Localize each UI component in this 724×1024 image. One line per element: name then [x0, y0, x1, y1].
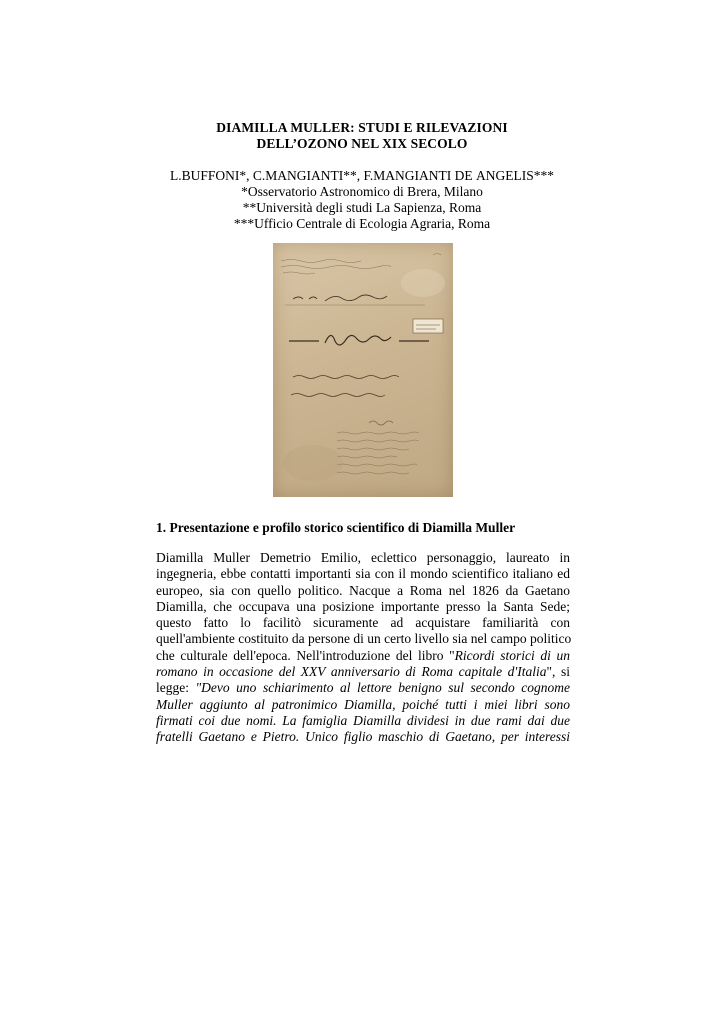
body-text: Diamilla Muller Demetrio Emilio, eclettico personaggio, laureato in [156, 550, 570, 565]
body-line [156, 680, 570, 696]
paper-title [150, 120, 574, 152]
author-3-name-2: E [464, 168, 477, 183]
manuscript-illustration [273, 243, 453, 497]
body-paragraph [156, 550, 570, 746]
italic-text: fratelli Gaetano e Pietro. Unico figlio maschio di Gaetano, per interessi [156, 729, 570, 745]
author-3-initial-2: D [454, 168, 465, 183]
affiliation-1: *Osservatorio Astronomico di Brera, Milano [241, 184, 483, 199]
author-3-name: ANGIANTI [385, 168, 455, 183]
author-2-initial: C.M [252, 168, 278, 183]
body-text: europeo, sia con quello politico. Nacque a Roma nel 1826 da Gaetano [156, 582, 570, 598]
body-line [156, 615, 570, 631]
italic-text: Ricordi storici di un [454, 647, 570, 663]
body-text: ", si [546, 664, 570, 680]
author-3-name-3: NGELIS [485, 168, 534, 183]
body-text: Diamilla, che occupava una posizione importante presso la Santa Sede; [156, 598, 570, 614]
italic-text: "Devo uno schiarimento al lettore benigno sul secondo cognome [195, 680, 570, 696]
author-3-initial-3: A [476, 168, 486, 183]
body-line [156, 648, 570, 664]
body-line [156, 566, 570, 582]
title-line-1: DIAMILLA MULLER: STUDI E RILEVAZIONI [216, 120, 508, 135]
affiliation-2: **Università degli studi La Sapienza, Roma [242, 200, 482, 215]
body-line [156, 550, 570, 566]
body-line [156, 631, 570, 647]
body-line [156, 697, 570, 713]
author-2-name: ANGIANTI [277, 168, 344, 183]
italic-text: firmati coi due nomi. La famiglia Diamilla dividesi in due rami dai due [156, 712, 570, 728]
body-text: ingegneria, ebbe contatti importanti sia con il mondo scientifico italiano ed [156, 566, 570, 582]
body-line [156, 583, 570, 599]
author-list [130, 168, 594, 184]
body-text: che culturale dell'epoca. Nell'introduzione del libro " [156, 647, 455, 663]
author-1-mark: *, [239, 168, 253, 183]
affiliation-3: ***Ufficio Centrale di Ecologia Agraria, Roma [233, 216, 491, 231]
author-3-initial: F.M [363, 168, 386, 183]
body-line [156, 713, 570, 729]
body-line [156, 599, 570, 615]
body-line [156, 664, 570, 680]
title-line-2: DELL’OZONO NEL XIX SECOLO [256, 136, 468, 151]
body-text: quell'ambiente costituito da persone di un certo livello sia nel campo politico [156, 631, 572, 647]
author-3-mark: *** [533, 168, 555, 183]
author-1-initial: L.B [169, 168, 191, 183]
body-text: questo fatto lo facilitò sicuramente ad acquistare familiarità con [156, 615, 570, 631]
body-text: legge: [156, 680, 196, 696]
italic-text: romano in occasione del XXV anniversario di Roma capitale d'Italia [156, 664, 547, 680]
italic-text: Muller aggiunto al patronimico Diamilla, poiché tutti i miei libri sono [156, 696, 570, 712]
section-heading: 1. Presentazione e profilo storico scientifico di Diamilla Muller [156, 520, 516, 535]
author-2-mark: **, [343, 168, 364, 183]
author-1-name: UFFONI [190, 168, 240, 183]
body-line [156, 729, 570, 745]
manuscript-cover-image [273, 243, 453, 497]
